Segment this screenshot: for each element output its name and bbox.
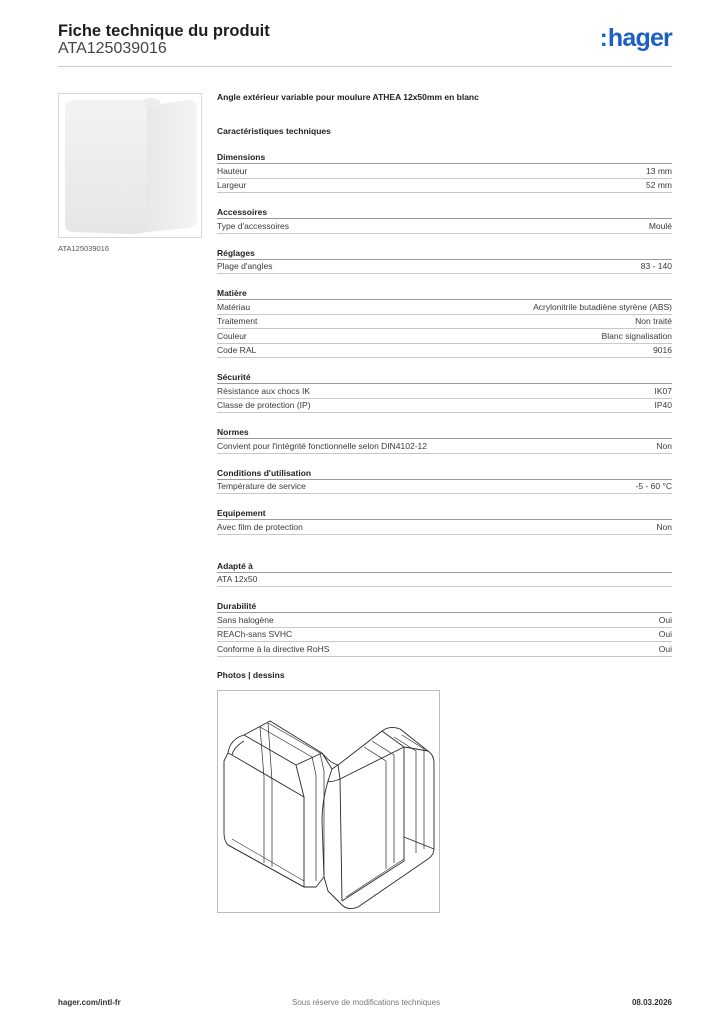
thumbnail-caption: ATA125039016 — [58, 244, 110, 253]
section-securite — [217, 370, 672, 413]
footer-date: 08.03.2026 — [631, 998, 672, 1007]
section-title: Normes — [217, 425, 672, 439]
technical-drawing — [217, 690, 440, 913]
spec-value: 9016 — [653, 345, 672, 356]
page-header — [58, 20, 672, 66]
section-equipement — [217, 506, 672, 535]
spec-key: Type d'accessoires — [217, 220, 290, 231]
logo-mark: : — [599, 25, 607, 52]
spec-key: Classe de protection (IP) — [217, 400, 311, 411]
spec-key: Plage d'angles — [217, 261, 273, 272]
spec-row — [217, 520, 672, 535]
section-title: Dimensions — [217, 150, 672, 164]
section-title: Matière — [217, 286, 672, 300]
product-thumbnail — [58, 93, 202, 238]
page-title: Fiche technique du produit — [58, 22, 270, 40]
spec-key: Convient pour l'intégrité fonctionnelle selon DIN4102-12 — [217, 440, 428, 451]
spec-value: IP40 — [654, 400, 672, 411]
spec-row — [217, 613, 672, 628]
spec-row — [217, 315, 672, 330]
spec-row — [217, 628, 672, 643]
hager-logo[interactable] — [600, 26, 672, 51]
spec-row — [217, 164, 672, 179]
page-footer — [58, 998, 672, 1012]
characteristics-heading: Caractéristiques techniques — [217, 126, 331, 136]
footer-website-link[interactable]: hager.com/intl-fr — [58, 998, 121, 1007]
section-conditions-utilisation — [217, 466, 672, 495]
spec-row — [217, 179, 672, 194]
spec-value: Oui — [658, 614, 672, 625]
spec-row — [217, 439, 672, 454]
product-name: Angle extérieur variable pour moulure ATHEA 12x50mm en blanc — [217, 92, 479, 102]
spec-value: IK07 — [654, 385, 672, 396]
spec-key: Code RAL — [217, 345, 257, 356]
spec-value: Non — [656, 440, 672, 451]
spec-value: Blanc signalisation — [601, 330, 672, 341]
section-durabilite — [217, 599, 672, 657]
spec-row — [217, 573, 672, 588]
spec-row — [217, 384, 672, 399]
spec-value: 52 mm — [646, 180, 672, 191]
spec-row — [217, 260, 672, 275]
spec-row — [217, 642, 672, 657]
spec-row — [217, 329, 672, 344]
spec-value: Oui — [658, 629, 672, 640]
spec-key: Conforme à la directive RoHS — [217, 643, 330, 654]
section-title: Equipement — [217, 506, 672, 520]
spec-value: Oui — [658, 643, 672, 654]
section-title: Conditions d'utilisation — [217, 466, 672, 480]
spec-key: Hauteur — [217, 165, 248, 176]
section-reglages — [217, 246, 672, 275]
section-title: Accessoires — [217, 205, 672, 219]
photos-heading: Photos | dessins — [217, 670, 285, 680]
section-title: Durabilité — [217, 599, 672, 613]
spec-row — [217, 480, 672, 495]
spec-key: Avec film de protection — [217, 521, 303, 532]
section-title: Sécurité — [217, 370, 672, 384]
section-normes — [217, 425, 672, 454]
spec-row — [217, 300, 672, 315]
spec-key: Température de service — [217, 481, 306, 492]
spec-key: REACh-sans SVHC — [217, 629, 293, 640]
spec-value: 13 mm — [646, 165, 672, 176]
spec-value: Acrylonitrile butadiène styrène (ABS) — [533, 301, 672, 312]
section-adapte-a — [217, 559, 672, 588]
spec-value: Moulé — [648, 220, 672, 231]
spec-key: Résistance aux chocs IK — [217, 385, 311, 396]
footer-disclaimer: Sous réserve de modifications techniques — [292, 998, 441, 1007]
section-dimensions — [217, 150, 672, 193]
spec-key: Matériau — [217, 301, 251, 312]
angle-drawing-image — [218, 691, 439, 912]
spec-value: Non traité — [635, 316, 672, 327]
spec-row — [217, 399, 672, 414]
section-title: Adapté à — [217, 559, 672, 573]
spec-key: Couleur — [217, 330, 247, 341]
logo-text: hager — [607, 24, 672, 52]
spec-value: -5 - 60 °C — [635, 481, 672, 492]
section-matiere — [217, 286, 672, 358]
header-divider — [58, 66, 672, 67]
product-reference: ATA125039016 — [58, 40, 167, 57]
spec-row — [217, 219, 672, 234]
product-photo-image — [59, 94, 202, 238]
section-accessoires — [217, 205, 672, 234]
spec-key: Largeur — [217, 180, 247, 191]
spec-value: 83 - 140 — [640, 261, 672, 272]
section-title: Réglages — [217, 246, 672, 260]
spec-column — [217, 90, 672, 657]
spec-key: Traitement — [217, 316, 258, 327]
spec-key: Sans halogène — [217, 614, 274, 625]
spec-key: ATA 12x50 — [217, 574, 258, 585]
spec-row — [217, 344, 672, 359]
spec-value: Non — [656, 521, 672, 532]
